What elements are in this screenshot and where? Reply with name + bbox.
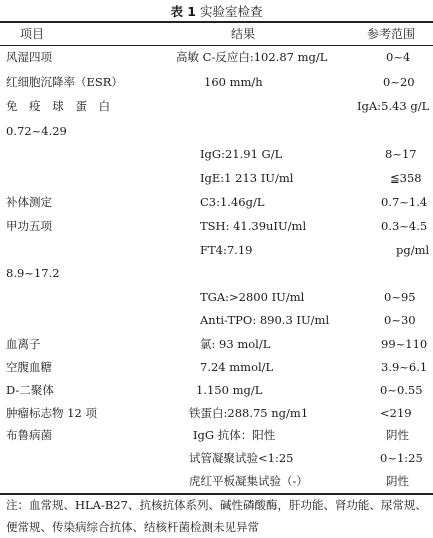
row-range: 0~30 bbox=[384, 313, 416, 327]
row-item: 肿瘤标志物 12 项 bbox=[6, 406, 97, 420]
row-result: C3:1.46g/L bbox=[200, 195, 265, 209]
row-range: 0~1:25 bbox=[380, 451, 423, 465]
table-caption bbox=[0, 2, 433, 20]
row-result: TSH: 41.39uIU/ml bbox=[200, 219, 307, 233]
row-range: <219 bbox=[380, 406, 412, 420]
row-result: IgG 抗体：阳性 bbox=[193, 428, 276, 442]
row-range: 0~0.55 bbox=[380, 383, 423, 397]
table-number: 表 1 bbox=[170, 4, 197, 19]
row-item: 血离子 bbox=[6, 337, 41, 351]
row-result: 试管凝聚试验<1:25 bbox=[189, 451, 294, 465]
row-range: 0~20 bbox=[383, 75, 415, 89]
row-result: FT4:7.19 bbox=[200, 243, 253, 257]
header-range: 参考范围 bbox=[367, 27, 416, 41]
row-range: 阴性 bbox=[386, 428, 409, 442]
row-result: 铁蛋白:288.75 ng/m1 bbox=[189, 406, 309, 420]
row-item: 补体测定 bbox=[6, 195, 52, 209]
row-range: 阴性 bbox=[386, 474, 409, 488]
row-result: 7.24 mmol/L bbox=[200, 360, 274, 374]
row-result: 氯: 93 mol/L bbox=[200, 337, 271, 351]
row-item: 红细胞沉降率（ESR） bbox=[6, 75, 123, 89]
table-title: 实验室检查 bbox=[200, 4, 263, 19]
row-result: IgE:1 213 IU/ml bbox=[200, 171, 294, 185]
row-result: TGA:>2800 IU/ml bbox=[200, 290, 305, 304]
header-rule bbox=[0, 45, 433, 46]
row-range: 0~4 bbox=[386, 50, 411, 64]
row-range: 99~110 bbox=[381, 337, 428, 351]
row-range: 0~95 bbox=[384, 290, 416, 304]
row-item: 甲功五项 bbox=[6, 219, 52, 233]
row-item: 8.9~17.2 bbox=[6, 266, 60, 280]
table-footnote: 注：血常规、HLA-B27、抗核抗体系列、碱性磷酸酶，肝功能、肾功能、尿常规、便常规、传染病综合抗体、结核杆菌检测未见异常 bbox=[6, 498, 427, 534]
row-result: 虎红平板凝集试验（-） bbox=[189, 474, 308, 488]
row-result: 高敏 C-反应白:102.87 mg/L bbox=[176, 50, 328, 64]
row-result: IgG:21.91 G/L bbox=[200, 147, 283, 161]
row-range: 0.3~4.5 bbox=[381, 219, 428, 233]
row-item: 空腹血糖 bbox=[6, 360, 52, 374]
row-range: IgA:5.43 g/L bbox=[357, 99, 430, 113]
row-range: 0.7~1.4 bbox=[381, 195, 428, 209]
row-range: pg/ml bbox=[396, 243, 430, 257]
row-range: 3.9~6.1 bbox=[381, 360, 428, 374]
row-item: 0.72~4.29 bbox=[6, 124, 67, 138]
row-item: 布鲁病菌 bbox=[6, 428, 52, 442]
header-result: 结果 bbox=[231, 27, 256, 41]
row-range: ≦358 bbox=[390, 171, 422, 185]
row-range: 8~17 bbox=[385, 147, 417, 161]
header-item: 项目 bbox=[20, 27, 45, 41]
row-result: 160 mm/h bbox=[204, 75, 263, 89]
row-item: 免 疫 球 蛋 白 bbox=[6, 99, 115, 113]
row-result: Anti-TPO: 890.3 IU/ml bbox=[200, 313, 330, 327]
row-item: 风湿四项 bbox=[6, 50, 52, 64]
row-result: 1.150 mg/L bbox=[196, 383, 263, 397]
top-rule bbox=[0, 21, 433, 23]
row-item: D-二聚体 bbox=[6, 383, 54, 397]
